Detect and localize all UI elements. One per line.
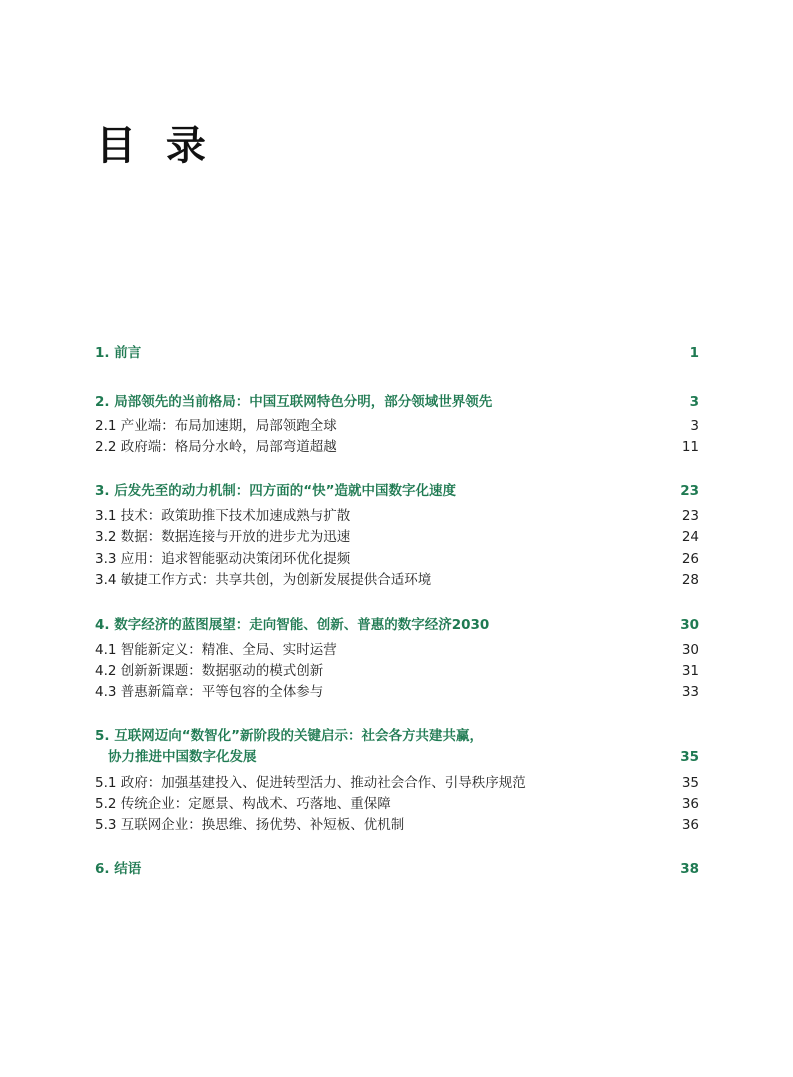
toc-page-number: 30 xyxy=(681,642,699,658)
toc-chapter-6[interactable] xyxy=(95,859,699,879)
toc-label: 4.2 创新新课题：数据驱动的模式创新 xyxy=(95,663,324,679)
toc-section-4-2[interactable] xyxy=(95,661,699,681)
toc-section-3-3[interactable] xyxy=(95,549,699,569)
toc-page-number: 35 xyxy=(680,749,699,765)
toc-page-number: 31 xyxy=(681,663,699,679)
toc-section-5-3[interactable] xyxy=(95,815,699,835)
toc-page-number: 35 xyxy=(681,775,699,791)
toc-page-number: 23 xyxy=(681,508,699,524)
toc-section-2-2[interactable] xyxy=(95,437,699,457)
toc-section-3-1[interactable] xyxy=(95,506,699,526)
toc-label: 5.2 传统企业：定愿景、构战术、巧落地、重保障 xyxy=(95,796,391,812)
toc-label: 4.3 普惠新篇章：平等包容的全体参与 xyxy=(95,684,324,700)
toc-section-3-4[interactable] xyxy=(95,570,699,590)
toc-page-number: 11 xyxy=(681,439,699,455)
toc-section-5-1[interactable] xyxy=(95,773,699,793)
toc-label: 3.3 应用：追求智能驱动决策闭环优化提频 xyxy=(95,551,351,567)
toc-page-number: 3 xyxy=(689,394,699,410)
toc-page-number: 36 xyxy=(681,796,699,812)
toc-page-number: 26 xyxy=(681,551,699,567)
toc-label: 3. 后发先至的动力机制：四方面的“快”造就中国数字化速度 xyxy=(95,483,456,499)
toc-page-number: 23 xyxy=(680,483,699,499)
toc-label: 5. 互联网迈向“数智化”新阶段的关键启示：社会各方共建共赢， xyxy=(95,728,483,744)
toc-chapter-1[interactable] xyxy=(95,343,699,363)
toc-chapter-5-line-1[interactable] xyxy=(95,726,699,746)
toc-chapter-3[interactable] xyxy=(95,481,699,501)
toc-label: 3.2 数据：数据连接与开放的进步尤为迅速 xyxy=(95,529,351,545)
toc-label: 3.1 技术：政策助推下技术加速成熟与扩散 xyxy=(95,508,351,524)
toc-chapter-5-line-2[interactable] xyxy=(95,747,699,767)
toc-label: 6. 结语 xyxy=(95,861,142,877)
toc-label: 2.2 政府端：格局分水岭，局部弯道超越 xyxy=(95,439,337,455)
toc-label: 协力推进中国数字化发展 xyxy=(108,749,257,765)
toc-section-4-3[interactable] xyxy=(95,682,699,702)
toc-label: 2. 局部领先的当前格局：中国互联网特色分明，部分领域世界领先 xyxy=(95,394,493,410)
toc-label: 2.1 产业端：布局加速期，局部领跑全球 xyxy=(95,418,337,434)
toc-chapter-4[interactable] xyxy=(95,615,699,635)
toc-page-number: 3 xyxy=(690,418,699,434)
toc-section-3-2[interactable] xyxy=(95,527,699,547)
toc-chapter-2[interactable] xyxy=(95,392,699,412)
toc-label: 4.1 智能新定义：精准、全局、实时运营 xyxy=(95,642,337,658)
toc-label: 4. 数字经济的蓝图展望：走向智能、创新、普惠的数字经济2030 xyxy=(95,617,490,633)
toc-section-4-1[interactable] xyxy=(95,640,699,660)
toc-page-number: 30 xyxy=(680,617,699,633)
toc-page-number: 24 xyxy=(681,529,699,545)
page-title: 目 录 xyxy=(96,122,214,169)
toc-section-2-1[interactable] xyxy=(95,416,699,436)
toc-section-5-2[interactable] xyxy=(95,794,699,814)
toc-page-number: 1 xyxy=(689,345,699,361)
toc-label: 5.3 互联网企业：换思维、扬优势、补短板、优机制 xyxy=(95,817,405,833)
toc-label: 1. 前言 xyxy=(95,345,142,361)
toc-page-number: 38 xyxy=(680,861,699,877)
toc-label: 3.4 敏捷工作方式：共享共创，为创新发展提供合适环境 xyxy=(95,572,432,588)
toc-label: 5.1 政府：加强基建投入、促进转型活力、推动社会合作、引导秩序规范 xyxy=(95,775,526,791)
toc-page-number: 36 xyxy=(681,817,699,833)
toc-page-number: 33 xyxy=(681,684,699,700)
toc-page-number: 28 xyxy=(681,572,699,588)
